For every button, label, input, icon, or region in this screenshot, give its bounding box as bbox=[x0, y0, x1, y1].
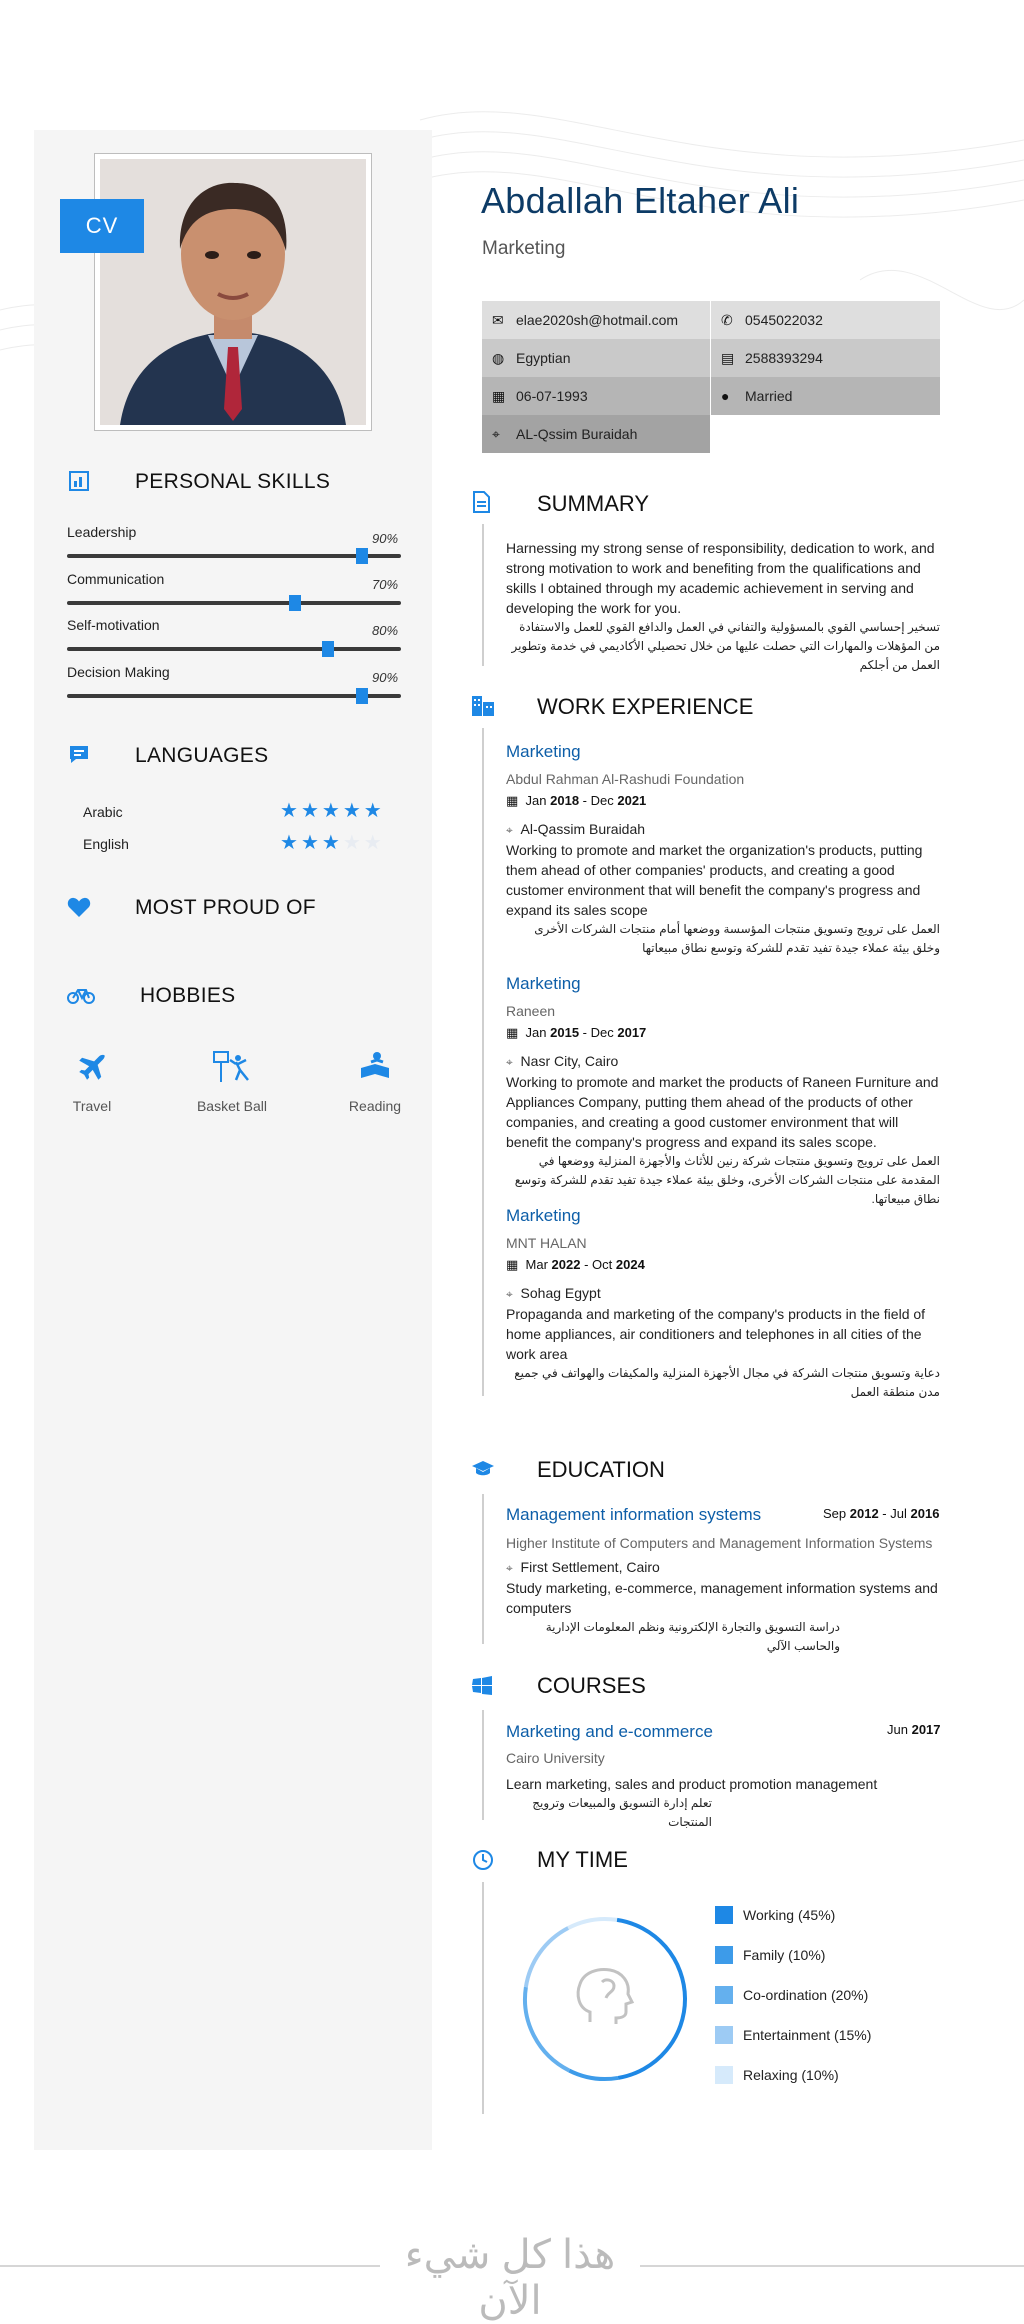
job-company: MNT HALAN bbox=[506, 1235, 587, 1251]
skills-title: PERSONAL SKILLS bbox=[135, 470, 331, 493]
skill-bar bbox=[67, 554, 401, 558]
graduation-cap-icon bbox=[471, 1460, 495, 1483]
document-icon bbox=[472, 491, 490, 518]
job-date: ▦ Jan 2015 - Dec 2017 bbox=[506, 1025, 647, 1040]
basketball-icon bbox=[177, 1050, 287, 1090]
heart-icon bbox=[67, 896, 91, 923]
profile-photo-frame bbox=[94, 153, 372, 431]
map-pin-icon: ⌖ bbox=[506, 823, 513, 837]
section-line bbox=[482, 1710, 484, 1820]
donut-segment bbox=[525, 1987, 569, 2070]
proud-title: MOST PROUD OF bbox=[135, 896, 316, 919]
skill-label: Decision Making bbox=[67, 664, 170, 680]
legend-swatch bbox=[715, 1946, 733, 1964]
calendar-icon: ▦ bbox=[506, 1257, 519, 1272]
sidebar bbox=[34, 130, 432, 2150]
summary-arabic: تسخير إحساسي القوي بالمسؤولية والتفاني في العمل والدافع القوي للعمل والاستفادة من المؤهلات والمهارات التي حصلت عليها من خلال تحصيلي الأكاديمي في خدمة وتطوير العمل من أجلكم bbox=[511, 620, 940, 672]
skill-percent: 80% bbox=[372, 623, 399, 638]
skill-label: Leadership bbox=[67, 524, 137, 540]
job-description-arabic: العمل على ترويج وتسويق منتجات شركة رنين للأثاث والأجهزة المنزلية ووضعها في المقدمة على منتجات الشركات الأخرى، وخلق بيئة عملاء جيدة تفيد تقدم للشركة وتوسع نطاق مبيعاتها. bbox=[514, 1154, 940, 1206]
globe-icon: ◍ bbox=[492, 349, 505, 366]
course-date: Jun 2017 bbox=[887, 1722, 941, 1737]
donut-segment bbox=[526, 1928, 568, 1987]
legend-label: Entertainment (15%) bbox=[743, 2027, 872, 2043]
map-pin-icon: ⌖ bbox=[506, 1055, 513, 1069]
hobbies-title: HOBBIES bbox=[140, 984, 236, 1007]
map-pin-icon: ⌖ bbox=[506, 1287, 513, 1301]
languages-icon bbox=[67, 743, 91, 772]
education-description: Study marketing, e-commerce, management information systems and computers bbox=[506, 1580, 938, 1616]
head-icon bbox=[578, 1970, 632, 2024]
languages-title: LANGUAGES bbox=[135, 744, 269, 767]
legend-label: Family (10%) bbox=[743, 1947, 826, 1963]
contact-location bbox=[482, 415, 710, 453]
phone-value: 0545022032 bbox=[745, 312, 823, 328]
skill-bar bbox=[67, 647, 401, 651]
summary-text: Harnessing my strong sense of responsibility, dedication to work, and strong motivation to work and benefiting from the qualifications and skills I obtained through my academic achievement in serving and developing the work for you. bbox=[506, 540, 935, 616]
language-name: Arabic bbox=[83, 804, 123, 820]
contact-nationality bbox=[482, 339, 710, 377]
job-location: ⌖ Nasr City, Cairo bbox=[506, 1053, 619, 1069]
hobby-item bbox=[37, 1050, 147, 1114]
cv-badge: CV bbox=[60, 199, 144, 253]
skill-level-marker bbox=[356, 548, 368, 564]
building-icon bbox=[471, 694, 495, 721]
calendar-icon: ▦ bbox=[492, 387, 506, 404]
hobby-item bbox=[320, 1050, 430, 1114]
hobby-label: Travel bbox=[72, 1098, 112, 1114]
calendar-icon: ▦ bbox=[506, 1025, 519, 1040]
skills-icon bbox=[67, 469, 91, 499]
reading-icon bbox=[320, 1050, 430, 1090]
education-title: EDUCATION bbox=[537, 1457, 665, 1482]
job-description: Working to promote and market the products of Raneen Furniture and Appliances Company, putting them ahead of the products of other companies, and creating a good customer environment that will benefit the company's progress and expand its sales scope. bbox=[506, 1074, 939, 1150]
skill-percent: 90% bbox=[372, 670, 399, 685]
hobby-item bbox=[177, 1050, 287, 1114]
job-description: Propaganda and marketing of the company's products in the field of home appliances, air conditioners and telephones in all cities of the work area bbox=[506, 1306, 926, 1362]
education-date: Sep 2012 - Jul 2016 bbox=[823, 1506, 940, 1521]
bicycle-icon bbox=[67, 986, 95, 1009]
skill-label: Self-motivation bbox=[67, 617, 160, 633]
legend-swatch bbox=[715, 2066, 733, 2084]
contact-email bbox=[482, 301, 710, 339]
job-company: Abdul Rahman Al-Rashudi Foundation bbox=[506, 771, 745, 787]
calendar-icon: ▦ bbox=[506, 793, 519, 808]
section-line bbox=[482, 728, 484, 1396]
star-icon: ★ bbox=[300, 832, 319, 854]
language-name: English bbox=[83, 836, 129, 852]
job-description-arabic: دعاية وتسويق منتجات الشركة في مجال الأجهزة المنزلية والمكيفات والهواتف في جميع مدن منطقة العمل bbox=[514, 1366, 940, 1399]
star-icon: ★ bbox=[342, 800, 361, 822]
contact-marital bbox=[711, 377, 940, 415]
star-icon: ★ bbox=[363, 800, 382, 822]
section-line bbox=[482, 1882, 484, 2114]
donut-segment bbox=[569, 2071, 618, 2079]
airplane-icon bbox=[37, 1050, 147, 1090]
skill-bar bbox=[67, 694, 401, 698]
job-company: Raneen bbox=[506, 1003, 556, 1019]
clock-head-icon bbox=[472, 1849, 494, 1876]
course-description-arabic: تعلم إدارة التسويق والمبيعات وترويج المنتجات bbox=[532, 1796, 712, 1829]
legend-label: Relaxing (10%) bbox=[743, 2067, 839, 2083]
legend-swatch bbox=[715, 2026, 733, 2044]
map-pin-icon: ⌖ bbox=[492, 425, 500, 442]
star-icon: ★ bbox=[321, 832, 340, 854]
section-line bbox=[482, 1494, 484, 1644]
skill-level-marker bbox=[289, 595, 301, 611]
legend-label: Co-ordination (20%) bbox=[743, 1987, 869, 2003]
windows-icon bbox=[471, 1676, 493, 1701]
job-description: Working to promote and market the organization's products, putting them ahead of other companies' products, and creating a good customer environment that will benefit the company's progress and expand its sales scope bbox=[506, 842, 923, 918]
school-location: ⌖ First Settlement, Cairo bbox=[506, 1559, 660, 1575]
education-description-arabic: دراسة التسويق والتجارة الإلكترونية ونظم المعلومات الإدارية والحاسب الآلي bbox=[545, 1620, 840, 1653]
section-line bbox=[482, 524, 484, 666]
hobby-label: Basket Ball bbox=[196, 1098, 268, 1114]
legend-swatch bbox=[715, 1906, 733, 1924]
contact-id bbox=[711, 339, 940, 377]
id-value: 2588393294 bbox=[745, 350, 823, 366]
email-value: elae2020sh@hotmail.com bbox=[516, 312, 679, 328]
job-date: ▦ Jan 2018 - Dec 2021 bbox=[506, 793, 647, 808]
skill-label: Communication bbox=[67, 571, 165, 587]
marital-value: Married bbox=[745, 388, 793, 404]
degree-title: Management information systems bbox=[506, 1505, 762, 1524]
hobby-label: Reading bbox=[348, 1098, 402, 1114]
star-icon: ★ bbox=[321, 800, 340, 822]
job-location: ⌖ Al-Qassim Buraidah bbox=[506, 821, 646, 837]
map-pin-icon: ⌖ bbox=[506, 1561, 513, 1575]
job-title: Marketing bbox=[506, 974, 581, 993]
id-card-icon: ▤ bbox=[721, 349, 735, 366]
job-date: ▦ Mar 2022 - Oct 2024 bbox=[506, 1257, 645, 1272]
birthdate-value: 06-07-1993 bbox=[516, 388, 588, 404]
skill-level-marker bbox=[322, 641, 334, 657]
skill-percent: 70% bbox=[372, 577, 399, 592]
course-school: Cairo University bbox=[506, 1750, 605, 1766]
skill-level-marker bbox=[356, 688, 368, 704]
star-icon: ★ bbox=[363, 832, 382, 854]
phone-icon: ✆ bbox=[721, 311, 733, 328]
job-description-arabic: العمل على ترويج وتسويق منتجات المؤسسة ووضعها أمام منتجات الشركات الأخرى وخلق بيئة عملاء جيدة تفيد تقدم للشركة وتوسع نطاق مبيعاتها bbox=[534, 922, 940, 955]
person-icon: ● bbox=[721, 388, 730, 404]
course-description: Learn marketing, sales and product promotion management bbox=[506, 1776, 878, 1792]
star-icon: ★ bbox=[342, 832, 361, 854]
location-value: AL-Qssim Buraidah bbox=[516, 426, 638, 442]
nationality-value: Egyptian bbox=[516, 350, 571, 366]
job-location: ⌖ Sohag Egypt bbox=[506, 1285, 601, 1301]
star-icon: ★ bbox=[280, 832, 298, 854]
donut-segment bbox=[568, 1919, 617, 1928]
footer-text: هذا كل شيء الآن bbox=[380, 2232, 640, 2324]
star-icon: ★ bbox=[280, 800, 298, 822]
job-title: Marketing bbox=[506, 742, 581, 761]
envelope-icon: ✉ bbox=[492, 311, 504, 328]
language-rating bbox=[280, 798, 385, 823]
contact-birthdate bbox=[482, 377, 710, 415]
legend-label: Working (45%) bbox=[743, 1907, 836, 1923]
courses-title: COURSES bbox=[537, 1673, 646, 1698]
star-icon: ★ bbox=[300, 800, 319, 822]
language-rating bbox=[280, 830, 385, 855]
skill-bar bbox=[67, 601, 401, 605]
skill-percent: 90% bbox=[372, 531, 399, 546]
contact-phone bbox=[711, 301, 940, 339]
donut-segment bbox=[617, 1920, 685, 2078]
summary-title: SUMMARY bbox=[537, 491, 650, 516]
candidate-name: Abdallah Eltaher Ali bbox=[481, 180, 800, 221]
course-name: Marketing and e-commerce bbox=[506, 1722, 713, 1741]
legend-swatch bbox=[715, 1986, 733, 2004]
job-title: Marketing bbox=[506, 1206, 581, 1225]
candidate-role: Marketing bbox=[482, 238, 566, 259]
experience-title: WORK EXPERIENCE bbox=[537, 694, 754, 719]
school-name: Higher Institute of Computers and Management Information Systems bbox=[506, 1535, 933, 1551]
my-time-donut-chart bbox=[518, 1912, 692, 2086]
my-time-title: MY TIME bbox=[537, 1847, 628, 1872]
